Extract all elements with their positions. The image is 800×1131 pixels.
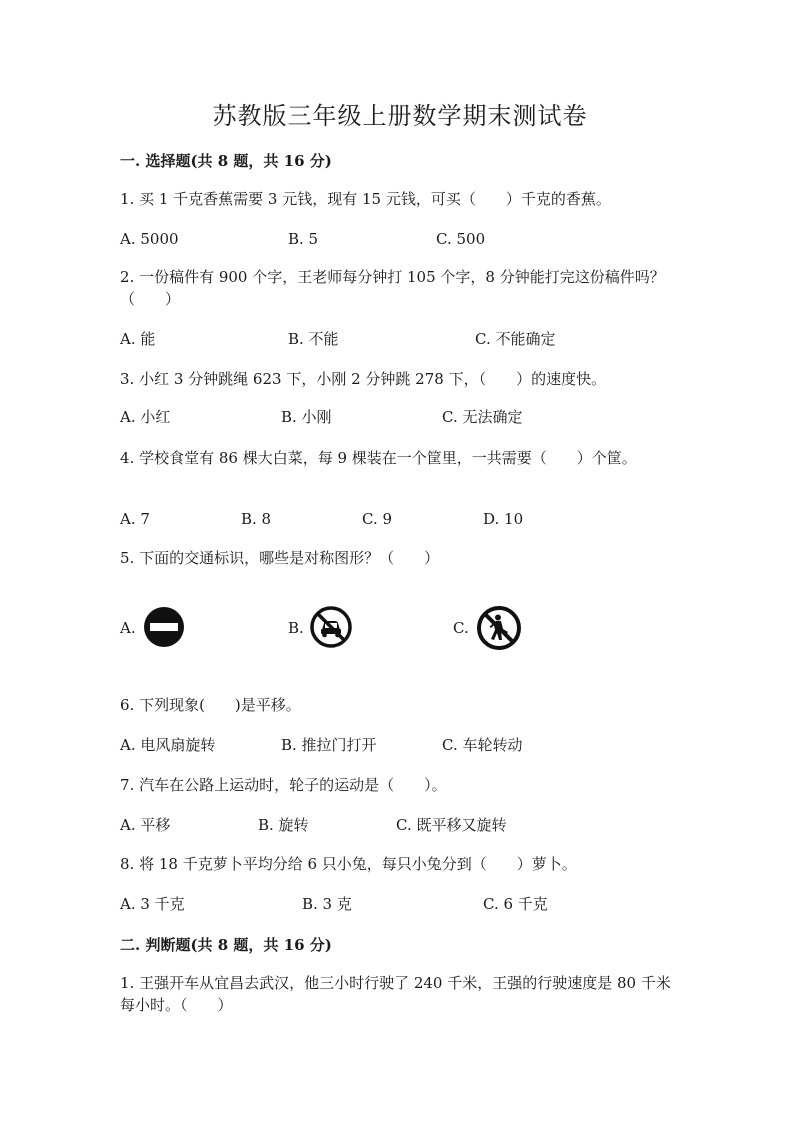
question-7: 7. 汽车在公路上运动时，轮子的运动是（ ）。 [120, 776, 447, 794]
question-2: 2. 一份稿件有 900 个字，王老师每分钟打 105 个字，8 分钟能打完这份稿件吗？（ ） [120, 268, 665, 308]
q8-option-c: C. 6 千克 [483, 895, 548, 913]
q1-option-a: A. 5000 [120, 230, 179, 248]
q2-option-a: A. 能 [120, 330, 156, 348]
q6-option-a: A. 电风扇旋转 [120, 736, 216, 754]
q4-option-a: A. 7 [120, 510, 150, 528]
q8-option-b: B. 3 克 [302, 895, 352, 913]
judgement-question-1: 1. 王强开车从宜昌去武汉，他三小时行驶了 240 千米，王强的行驶速度是 80 千米每小时。（ ） [120, 974, 671, 1014]
q1-option-b: B. 5 [288, 230, 319, 248]
question-5: 5. 下面的交通标识，哪些是对称图形？（ ） [120, 549, 440, 567]
q5-option-c: C. [453, 619, 469, 637]
q8-option-a: A. 3 千克 [120, 895, 185, 913]
section-heading-choice: 一. 选择题(共 8 题，共 16 分) [120, 152, 332, 170]
question-4: 4. 学校食堂有 86 棵大白菜，每 9 棵装在一个筐里，一共需要（ ）个筐。 [120, 449, 637, 467]
no-motor-vehicle-sign-icon [310, 606, 352, 648]
q3-option-a: A. 小红 [120, 408, 171, 426]
q3-option-b: B. 小刚 [281, 408, 332, 426]
question-6: 6. 下列现象( )是平移。 [120, 696, 301, 714]
q5-option-a: A. [120, 619, 136, 637]
q2-option-c: C. 不能确定 [475, 330, 556, 348]
q1-option-c: C. 500 [436, 230, 486, 248]
q4-option-c: C. 9 [362, 510, 393, 528]
q3-option-c: C. 无法确定 [442, 408, 523, 426]
q4-option-b: B. 8 [241, 510, 272, 528]
q4-option-d: D. 10 [483, 510, 524, 528]
q7-option-a: A. 平移 [120, 816, 171, 834]
question-1: 1. 买 1 千克香蕉需要 3 元钱，现有 15 元钱，可买（ ）千克的香蕉。 [120, 190, 611, 208]
no-entry-sign-icon [143, 606, 185, 648]
q7-option-b: B. 旋转 [258, 816, 309, 834]
question-8: 8. 将 18 千克萝卜平均分给 6 只小兔，每只小兔分到（ ）萝卜。 [120, 855, 577, 873]
section-heading-judgement: 二. 判断题(共 8 题，共 16 分) [120, 936, 332, 954]
no-pedestrian-sign-icon [477, 606, 521, 650]
page-title: 苏教版三年级上册数学期末测试卷 [212, 102, 588, 130]
q6-option-b: B. 推拉门打开 [281, 736, 377, 754]
q7-option-c: C. 既平移又旋转 [396, 816, 507, 834]
q5-option-b: B. [288, 619, 304, 637]
q6-option-c: C. 车轮转动 [442, 736, 523, 754]
q2-option-b: B. 不能 [288, 330, 339, 348]
question-3: 3. 小红 3 分钟跳绳 623 下，小刚 2 分钟跳 278 下，（ ）的速度快。 [120, 370, 607, 388]
